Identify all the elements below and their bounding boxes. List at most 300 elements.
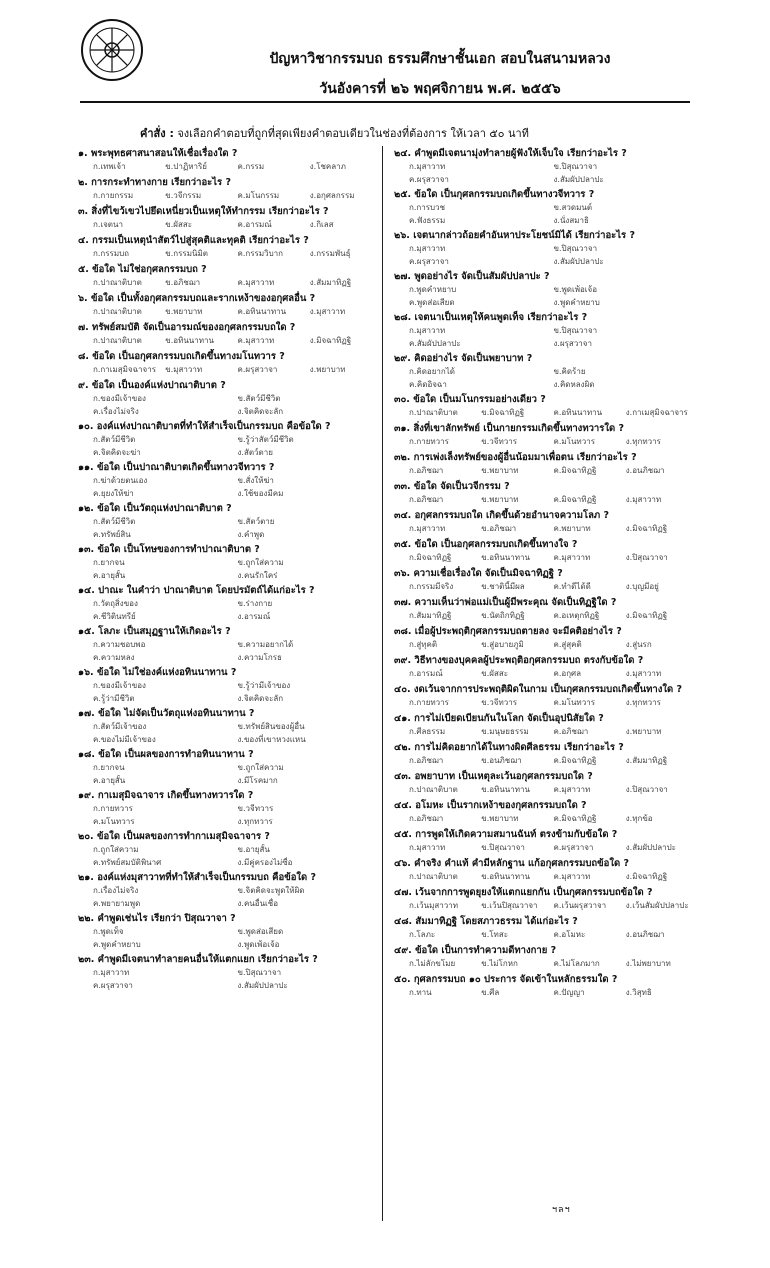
answer-options [394, 610, 694, 624]
answer-option[interactable]: ข.ปาฏิหาริย์ [165, 162, 207, 171]
question-text: ๒๘. เจตนาเป็นเหตุให้คนพูดเท็จ เรียกว่าอะไร ? [394, 312, 588, 323]
answer-option[interactable]: ก.วัตถุสิ่งของ [93, 599, 138, 608]
answer-option[interactable]: ก.ของมีเจ้าของ [93, 681, 146, 690]
answer-option[interactable]: ก.มุสาวาท [409, 162, 446, 171]
answer-option[interactable]: ข.พยาบาท [481, 495, 519, 504]
answer-option[interactable]: ข.มนุษยธรรม [481, 727, 529, 736]
answer-option[interactable]: ข.รู้ว่าสัตว์มีชีวิต [237, 435, 294, 444]
answer-option[interactable]: ข.พูดส่อเสียด [237, 927, 284, 936]
answer-option[interactable]: ข.วจีทวาร [481, 437, 517, 446]
answer-option[interactable]: ก.มุสาวาท [409, 326, 446, 335]
answer-option[interactable]: ง.กาเมสุมิจฉาจาร [625, 408, 688, 417]
answer-option[interactable]: ก.ปาณาติบาต [93, 307, 142, 316]
answer-option[interactable]: ก.กรรมบถ [93, 249, 130, 258]
answer-options [394, 842, 694, 856]
answer-option[interactable]: ก.มุสาวาท [93, 968, 130, 977]
answer-option[interactable]: ก.ปาณาติบาต [93, 336, 142, 345]
question [394, 798, 694, 827]
answer-option[interactable]: ข.สัตว์มีชีวิต [237, 394, 281, 403]
answer-option[interactable]: ค.สัมผัปปลาปะ [409, 339, 461, 348]
answer-option[interactable]: ง.มุสาวาท [625, 495, 662, 504]
answer-option[interactable]: ค.อโมหะ [553, 930, 586, 939]
answer-options [394, 755, 694, 769]
question-text: ๓๕. ข้อใด เป็นอกุศลกรรมบถเกิดขึ้นทางใจ ? [394, 539, 578, 550]
answer-option[interactable]: ก.โลภะ [409, 930, 436, 939]
answer-options [78, 721, 378, 747]
answer-option[interactable]: ง.พูดคำหยาบ [553, 298, 600, 307]
answer-option[interactable]: ข.ปิสุณวาจา [553, 244, 598, 253]
question-text: ๕. ข้อใด ไม่ใช่อกุศลกรรมบถ ? [78, 264, 207, 275]
answer-options [78, 844, 378, 870]
question-text: ๔๘. สัมมาทิฏฐิ โดยสภาวธรรม ได้แก่อะไร ? [394, 916, 578, 927]
answer-option[interactable]: ก.อภิชฌา [409, 466, 444, 475]
answer-options [78, 219, 378, 233]
answer-option[interactable]: ค.ทรัพย์สมบัติพินาศ [93, 858, 162, 867]
question-text: ๔๖. คำจริง คำแท้ คำมีหลักฐาน แก้อกุศลกรรมบถข้อใด ? [394, 858, 629, 869]
answer-option[interactable]: ง.วิสุทธิ [625, 988, 652, 997]
answer-options [394, 243, 694, 269]
answer-option[interactable]: ค.ชีวิตินทรีย์ [93, 612, 136, 621]
answer-option[interactable]: ข.มุสาวาท [165, 365, 203, 374]
right-question-column [394, 146, 694, 1001]
question [394, 885, 694, 914]
answer-option[interactable]: ค.อายุสั้น [93, 571, 126, 580]
answer-option[interactable]: ง.พูดเพ้อเจ้อ [237, 940, 280, 949]
answer-option[interactable]: ค.มิจฉาทิฏฐิ [553, 756, 597, 765]
question [394, 187, 694, 228]
answer-option[interactable]: ก.ปาณาติบาต [93, 278, 142, 287]
answer-options [394, 494, 694, 508]
answer-option[interactable]: ค.ของไม่มีเจ้าของ [93, 735, 156, 744]
answer-options [394, 987, 694, 1001]
answer-option[interactable]: ง.สัมผัปปลาปะ [237, 981, 288, 990]
answer-option[interactable]: ง.มิจฉาทิฏฐิ [625, 524, 668, 533]
footer-mark: ฯลฯ [552, 1205, 571, 1215]
answer-option[interactable]: ค.พูดส่อเสียด [409, 298, 455, 307]
answer-option[interactable]: ง.พยาบาท [625, 727, 662, 736]
answer-option[interactable]: ข.ถูกใส่ความ [237, 763, 284, 772]
answer-option[interactable]: ค.อกุศล [553, 669, 582, 678]
answer-option[interactable]: ง.คำพูด [237, 530, 265, 539]
answer-option[interactable]: ง.ใช้ของมีคม [237, 489, 284, 498]
answer-option[interactable]: ค.อเหตุกทิฏฐิ [553, 611, 600, 620]
answer-option[interactable]: ง.พยาบาท [309, 365, 346, 374]
answer-option[interactable]: ก.ปาณาติบาต [409, 872, 458, 881]
answer-option[interactable]: ก.กายทวาร [93, 804, 133, 813]
answer-option[interactable]: ข.ปิสุณวาจา [553, 326, 598, 335]
answer-option[interactable]: ก.มิจฉาทิฏฐิ [409, 553, 452, 562]
answer-option[interactable]: ข.โทสะ [481, 930, 509, 939]
answer-option[interactable]: ค.ความหลง [93, 653, 135, 662]
answer-option[interactable]: ข.รู้ว่ามีเจ้าของ [237, 681, 291, 690]
answer-option[interactable]: ค.ผรุสวาจา [237, 365, 278, 374]
answer-option[interactable]: ข.อทินนาทาน [481, 553, 531, 562]
instruction-label: คำสั่ง : [140, 127, 174, 140]
answer-options [78, 967, 378, 993]
answer-option[interactable]: ค.ยุยงให้ฆ่า [93, 489, 134, 498]
answer-options [78, 306, 378, 320]
answer-option[interactable]: ก.สู่ทุคติ [409, 640, 438, 649]
answer-option[interactable]: ค.รู้ว่ามีชีวิต [93, 694, 135, 703]
answer-option[interactable]: ข.พูดเพ้อเจ้อ [553, 285, 598, 294]
answer-option[interactable]: ก.สัตว์มีชีวิต [93, 517, 136, 526]
answer-option[interactable]: ก.ถูกใส่ความ [93, 845, 139, 854]
answer-option[interactable]: ง.ผรุสวาจา [553, 339, 592, 348]
answer-option[interactable]: ก.มุสาวาท [409, 843, 446, 852]
answer-option[interactable]: ก.การบวช [409, 203, 446, 212]
answer-option[interactable]: ก.ไม่ลักขโมย [409, 959, 456, 968]
answer-option[interactable]: ก.อภิชฌา [409, 495, 444, 504]
answer-option[interactable]: ก.กายทวาร [409, 437, 449, 446]
answer-options [394, 784, 694, 798]
answer-option[interactable]: ค.มุสาวาท [237, 278, 275, 287]
answer-option[interactable]: ค.อารมณ์ [237, 220, 272, 229]
answer-option[interactable]: ง.มุสาวาท [625, 669, 662, 678]
question-text: ๔๗. เว้นจากการพูดยุยงให้แตกแยกกัน เป็นกุศลกรรมบถข้อใด ? [394, 887, 653, 898]
answer-option[interactable]: ก.เว้นมุสาวาท [409, 901, 458, 910]
answer-option[interactable]: ก.ยากจน [93, 763, 125, 772]
answer-option[interactable]: ง.อนภิชฌา [625, 466, 665, 475]
question [78, 262, 378, 291]
answer-option[interactable]: ก.สัตว์มีเจ้าของ [93, 722, 147, 731]
answer-options [394, 366, 694, 392]
answer-option[interactable]: ก.กาเมสุมิจฉาจาร [93, 365, 156, 374]
answer-option[interactable]: ง.ทุกทวาร [625, 698, 661, 707]
question [394, 943, 694, 972]
answer-option[interactable]: ข.อภิชฌา [165, 278, 201, 287]
question-text: ๔๑. การไม่เบียดเบียนกันในโลก จัดเป็นอุปนิสัยใด ? [394, 713, 604, 724]
answer-option[interactable]: ค.มิจฉาทิฏฐิ [553, 495, 597, 504]
answer-option[interactable]: ง.อกุศลกรรม [309, 191, 355, 200]
question [394, 450, 694, 479]
answer-option[interactable]: ข.นัตถิกทิฏฐิ [481, 611, 525, 620]
answer-option[interactable]: ค.มุสาวาท [237, 336, 275, 345]
answer-options [78, 161, 378, 175]
answer-option[interactable]: ข.ไม่โกหก [481, 959, 518, 968]
answer-option[interactable]: ง.บุญมีอยู่ [625, 582, 659, 591]
answer-option[interactable]: ข.ถูกใส่ความ [237, 558, 284, 567]
question [78, 146, 378, 175]
answer-options [394, 325, 694, 351]
answer-option[interactable]: ค.มุสาวาท [553, 553, 591, 562]
question [78, 870, 378, 911]
question [78, 788, 378, 829]
answer-option[interactable]: ค.ผรุสวาจา [409, 257, 449, 266]
question [78, 952, 378, 993]
question-text: ๓. สิ่งที่ไขว้เขวไปยึดเหนี่ยวเป็นเหตุให้ทำกรรม เรียกว่าอะไร ? [78, 206, 329, 217]
question [78, 624, 378, 665]
answer-options [78, 393, 378, 419]
question [394, 537, 694, 566]
answer-option[interactable]: ค.กรรม [237, 162, 265, 171]
question-text: ๑๐. องค์แห่งปาณาติบาตที่ทำให้สำเร็จเป็นกรรมบถ คือข้อใด ? [78, 421, 331, 432]
answer-option[interactable]: ค.ทรัพย์สิน [93, 530, 131, 539]
answer-option[interactable]: ค.ปัญญา [553, 988, 585, 997]
answer-option[interactable]: ข.ความอยากได้ [237, 640, 294, 649]
answer-option[interactable]: ข.อนภิชฌา [481, 756, 522, 765]
answer-option[interactable]: ค.สู่สุคติ [553, 640, 582, 649]
question [394, 479, 694, 508]
instruction [140, 124, 529, 142]
answer-option[interactable]: ก.ปาณาติบาต [409, 408, 458, 417]
question [78, 349, 378, 378]
answer-options [78, 762, 378, 788]
answer-option[interactable]: ข.วจีกรรม [165, 191, 202, 200]
answer-options [78, 335, 378, 349]
answer-options [394, 436, 694, 450]
question [394, 595, 694, 624]
answer-option[interactable]: ก.ปาณาติบาต [409, 785, 458, 794]
answer-options [78, 926, 378, 952]
answer-option[interactable]: ข.อทินนาทาน [481, 872, 531, 881]
answer-option[interactable]: ก.กายกรรม [93, 191, 134, 200]
answer-option[interactable]: ข.พยาบาท [481, 814, 519, 823]
answer-option[interactable]: ข.จิตคิดจะพูดให้ผิด [237, 886, 305, 895]
answer-option[interactable]: ก.มุสาวาท [409, 244, 446, 253]
question [394, 508, 694, 537]
question-text: ๒๑. องค์แห่งมุสาวาทที่ทำให้สำเร็จเป็นกรรมบถ คือข้อใด ? [78, 872, 317, 883]
answer-option[interactable]: ข.วจีทวาร [481, 698, 517, 707]
answer-option[interactable]: ง.สัมมาทิฏฐิ [625, 756, 668, 765]
question [78, 175, 378, 204]
answer-options [394, 407, 694, 421]
question-text: ๔๐. งดเว้นจากการประพฤติผิดในกาม เป็นกุศลกรรมบถเกิดขึ้นทางใด ? [394, 684, 682, 695]
answer-options [394, 202, 694, 228]
answer-option[interactable]: ง.อารมณ์ [237, 612, 271, 621]
answer-option[interactable]: ก.กายทวาร [409, 698, 449, 707]
answer-option[interactable]: ก.สัตว์มีชีวิต [93, 435, 136, 444]
answer-option[interactable]: ข.อทินนาทาน [165, 336, 215, 345]
answer-option[interactable]: ง.คนรักใคร่ [237, 571, 278, 580]
question [78, 829, 378, 870]
answer-option[interactable]: ค.พยายามพูด [93, 899, 141, 908]
answer-option[interactable]: ค.คิดอิจฉา [409, 380, 447, 389]
answer-option[interactable]: ง.จิตคิดจะลัก [237, 694, 284, 703]
instruction-text: จงเลือกคำตอบที่ถูกที่สุดเพียงคำตอบเดียวในช่องที่ต้องการ ให้เวลา ๕๐ นาที [177, 127, 529, 140]
answer-option[interactable]: ง.มีคู่ครองไม่ซื่อ [237, 858, 293, 867]
answer-option[interactable]: ข.อายุสั้น [237, 845, 270, 854]
answer-option[interactable]: ค.มุสาวาท [553, 785, 591, 794]
answer-option[interactable]: ก.ของมีเจ้าของ [93, 394, 146, 403]
question-text: ๘. ข้อใด เป็นอกุศลกรรมบถเกิดขึ้นทางมโนทวาร ? [78, 351, 285, 362]
answer-option[interactable]: ข.ทรัพย์สินของผู้อื่น [237, 722, 305, 731]
answer-option[interactable]: ง.อนภิชฌา [625, 930, 665, 939]
answer-option[interactable]: ก.อภิชฌา [409, 756, 444, 765]
answer-option[interactable]: ง.ปิสุณวาจา [625, 553, 668, 562]
answer-option[interactable]: ค.อภิชฌา [553, 727, 589, 736]
answer-option[interactable]: ข.สั่งให้ฆ่า [237, 476, 274, 485]
answer-option[interactable]: ง.คนอื่นเชื่อ [237, 899, 279, 908]
answer-option[interactable]: ง.มีโรคมาก [237, 776, 278, 785]
question-text: ๓๘. เมื่อผู้ประพฤติกุศลกรรมบถตายลง จะมีคติอย่างไร ? [394, 626, 622, 637]
answer-option[interactable]: ง.ไม่พยาบาท [625, 959, 671, 968]
answer-option[interactable]: ข.ผัสสะ [165, 220, 193, 229]
answer-option[interactable]: ง.ความโกรธ [237, 653, 282, 662]
answer-option[interactable]: ค.พูดคำหยาบ [93, 940, 141, 949]
question-text: ๑. พระพุทธศาสนาสอนให้เชื่อเรื่องใด ? [78, 148, 238, 159]
question [394, 769, 694, 798]
answer-options [394, 929, 694, 943]
answer-option[interactable]: ง.สัมผัปปลาปะ [553, 175, 604, 184]
question-text: ๑๕. โลภะ เป็นสมุฏฐานให้เกิดอะไร ? [78, 626, 231, 637]
answer-option[interactable]: ข.วจีทวาร [237, 804, 274, 813]
question [78, 747, 378, 788]
answer-option[interactable]: ข.กรรมนิมิต [165, 249, 208, 258]
answer-option[interactable]: ก.ทาน [409, 988, 432, 997]
answer-option[interactable]: ค.อทินนาทาน [237, 307, 287, 316]
question [78, 911, 378, 952]
answer-option[interactable]: ง.ทุกข้อ [625, 814, 653, 823]
answer-option[interactable]: ค.ฟังธรรม [409, 216, 446, 225]
answer-options [78, 885, 378, 911]
answer-option[interactable]: ก.อภิชฌา [409, 814, 444, 823]
answer-option[interactable]: ข.พยาบาท [481, 466, 519, 475]
answer-option[interactable]: ง.มิจฉาทิฏฐิ [625, 611, 668, 620]
answer-option[interactable]: ง.มุสาวาท [309, 307, 346, 316]
answer-options [394, 552, 694, 566]
answer-options [394, 697, 694, 711]
question-text: ๒๐. ข้อใด เป็นผลของการทำกาเมสุมิจฉาจาร ? [78, 831, 270, 842]
answer-option[interactable]: ค.พยาบาท [553, 524, 591, 533]
answer-option[interactable]: ค.มโนทวาร [93, 817, 135, 826]
answer-option[interactable]: ข.สวดมนต์ [553, 203, 593, 212]
answer-option[interactable]: ง.มิจฉาทิฏฐิ [625, 872, 668, 881]
answer-option[interactable]: ก.กรรมมีจริง [409, 582, 454, 591]
answer-option[interactable]: ก.ความชอบพอ [93, 640, 146, 649]
answer-option[interactable]: ค.ทำดีได้ดี [553, 582, 591, 591]
answer-option[interactable]: ข.ร่างกาย [237, 599, 273, 608]
answer-option[interactable]: ค.ผรุสวาจา [553, 843, 594, 852]
answer-option[interactable]: ข.ผัสสะ [481, 669, 509, 678]
answer-option[interactable]: ง.ของที่เขาหวงแหน [237, 735, 306, 744]
answer-option[interactable]: ก.พูดเท็จ [93, 927, 124, 936]
answer-option[interactable]: ข.ปิสุณวาจา [553, 162, 598, 171]
answer-option[interactable]: ก.เจตนา [93, 220, 123, 229]
header-rule [80, 101, 690, 103]
answer-option[interactable]: ง.ปิสุณวาจา [625, 785, 668, 794]
question-text: ๑๒. ข้อใด เป็นวัตถุแห่งปาณาติบาต ? [78, 503, 232, 514]
answer-option[interactable]: ค.อทินนาทาน [553, 408, 603, 417]
answer-options [394, 581, 694, 595]
question [394, 914, 694, 943]
answer-option[interactable]: ง.สัตว์ตาย [237, 448, 273, 457]
answer-option[interactable]: ข.อภิชฌา [481, 524, 517, 533]
answer-option[interactable]: ค.ไม่โลภมาก [553, 959, 600, 968]
answer-option[interactable]: ค.มิจฉาทิฏฐิ [553, 814, 597, 823]
answer-option[interactable]: ก.ฆ่าด้วยตนเอง [93, 476, 148, 485]
answer-option[interactable]: ข.เว้นปิสุณวาจา [481, 901, 538, 910]
answer-options [78, 248, 378, 262]
answer-option[interactable]: ง.เว้นสัมผัปปลาปะ [625, 901, 689, 910]
answer-option[interactable]: ก.สัมมาทิฏฐิ [409, 611, 452, 620]
question-text: ๒๓. คำพูดมีเจตนาทำลายคนอื่นให้แตกแยก เรียกว่าอะไร ? [78, 954, 318, 965]
answer-option[interactable]: ง.คิดหลงผิด [553, 380, 595, 389]
question [394, 392, 694, 421]
answer-option[interactable]: ค.เรื่องไม่จริง [93, 407, 139, 416]
answer-option[interactable]: ก.เทพเจ้า [93, 162, 126, 171]
question [394, 711, 694, 740]
answer-option[interactable]: ก.เรื่องไม่จริง [93, 886, 139, 895]
answer-option[interactable]: ง.สัมผัปปลาปะ [553, 257, 604, 266]
answer-option[interactable]: ค.มิจฉาทิฏฐิ [553, 466, 597, 475]
answer-option[interactable]: ข.สู่อบายภูมิ [481, 640, 524, 649]
answer-option[interactable]: ค.มโนทวาร [553, 437, 595, 446]
answer-option[interactable]: ก.ศีลธรรม [409, 727, 446, 736]
answer-option[interactable]: ง.นั่งสมาธิ [553, 216, 589, 225]
answer-option[interactable]: ข.พยาบาท [165, 307, 203, 316]
exam-date: วันอังคารที่ ๒๖ พฤศจิกายน พ.ศ. ๒๕๕๖ [319, 81, 561, 97]
question [394, 682, 694, 711]
answer-option[interactable]: ค.จิตคิดจะฆ่า [93, 448, 141, 457]
answer-option[interactable]: ข.ศีล [481, 988, 500, 997]
answer-option[interactable]: ค.เว้นผรุสวาจา [553, 901, 607, 910]
answer-option[interactable]: ง.กรรมพันธุ์ [309, 249, 351, 258]
answer-option[interactable]: ง.สู่นรก [625, 640, 652, 649]
question [394, 972, 694, 1001]
answer-option[interactable]: ค.อายุสั้น [93, 776, 126, 785]
answer-option[interactable]: ค.มโนทวาร [553, 698, 595, 707]
answer-option[interactable]: ก.มุสาวาท [409, 524, 446, 533]
answer-options [78, 639, 378, 665]
answer-option[interactable]: ค.มโนกรรม [237, 191, 280, 200]
question-text: ๑๘. ข้อใด เป็นผลของการทำอทินนาทาน ? [78, 749, 254, 760]
question [78, 320, 378, 349]
answer-option[interactable]: ค.ผรุสวาจา [409, 175, 449, 184]
column-divider [382, 146, 383, 1221]
answer-options [394, 668, 694, 682]
answer-option[interactable]: ง.สัมมาทิฏฐิ [309, 278, 352, 287]
answer-options [78, 364, 378, 378]
question-text: ๔. กรรมเป็นเหตุนำสัตว์ไปสู่สุคติและทุคติ เรียกว่าอะไร ? [78, 235, 309, 246]
answer-option[interactable]: ง.ทุกทวาร [625, 437, 661, 446]
answer-options [78, 277, 378, 291]
question [394, 228, 694, 269]
answer-option[interactable]: ก.พูดคำหยาบ [409, 285, 457, 294]
answer-option[interactable]: ง.มิจฉาทิฏฐิ [309, 336, 352, 345]
answer-option[interactable]: ข.มิจฉาทิฏฐิ [481, 408, 525, 417]
question-text: ๓๗. ความเห็นว่าพ่อแม่เป็นผู้มีพระคุณ จัดเป็นทิฏฐิใด ? [394, 597, 617, 608]
question-text: ๑๑. ข้อใด เป็นปาณาติบาตเกิดขึ้นทางวจีทวาร ? [78, 462, 275, 473]
answer-option[interactable]: ค.ผรุสวาจา [93, 981, 133, 990]
question-text: ๖. ข้อใด เป็นทั้งอกุศลกรรมบถและรากเหง้าของอกุศลอื่น ? [78, 293, 316, 304]
answer-option[interactable]: ข.ปิสุณวาจา [481, 843, 525, 852]
answer-option[interactable]: ข.ปิสุณวาจา [237, 968, 282, 977]
answer-option[interactable]: ข.อทินนาทาน [481, 785, 531, 794]
question-text: ๓๐. ข้อใด เป็นมโนกรรมอย่างเดียว ? [394, 394, 546, 405]
question [394, 856, 694, 885]
question-text: ๓๔. อกุศลกรรมบถใด เกิดขึ้นด้วยอำนาจความโลภ ? [394, 510, 609, 521]
answer-option[interactable]: ค.มุสาวาท [553, 872, 591, 881]
answer-option[interactable]: ข.สัตว์ตาย [237, 517, 275, 526]
exam-title: ปัญหาวิชากรรมบถ ธรรมศึกษาชั้นเอก สอบในสนามหลวง [269, 51, 611, 67]
answer-option[interactable]: ก.อารมณ์ [409, 669, 443, 678]
answer-option[interactable]: ง.โชคลาภ [309, 162, 346, 171]
answer-option[interactable]: ง.จิตคิดจะลัก [237, 407, 284, 416]
question-text: ๑๗. ข้อใด ไม่จัดเป็นวัตถุแห่งอทินนาทาน ? [78, 708, 255, 719]
answer-option[interactable]: ข.ชาตินี้มีผล [481, 582, 525, 591]
answer-option[interactable]: ง.กิเลส [309, 220, 334, 229]
answer-option[interactable]: ง.สัมผัปปลาปะ [625, 843, 676, 852]
answer-option[interactable]: ข.คิดร้าย [553, 367, 586, 376]
answer-option[interactable]: ค.กรรมวิบาก [237, 249, 284, 258]
question [78, 665, 378, 706]
answer-option[interactable]: ก.คิดอยากได้ [409, 367, 455, 376]
answer-option[interactable]: ก.ยากจน [93, 558, 125, 567]
question-text: ๒๒. คำพูดเช่นไร เรียกว่า ปิสุณวาจา ? [78, 913, 236, 924]
answer-option[interactable]: ง.ทุกทวาร [237, 817, 273, 826]
question-text: ๑๖. ข้อใด ไม่ใช่องค์แห่งอทินนาทาน ? [78, 667, 237, 678]
question [78, 378, 378, 419]
